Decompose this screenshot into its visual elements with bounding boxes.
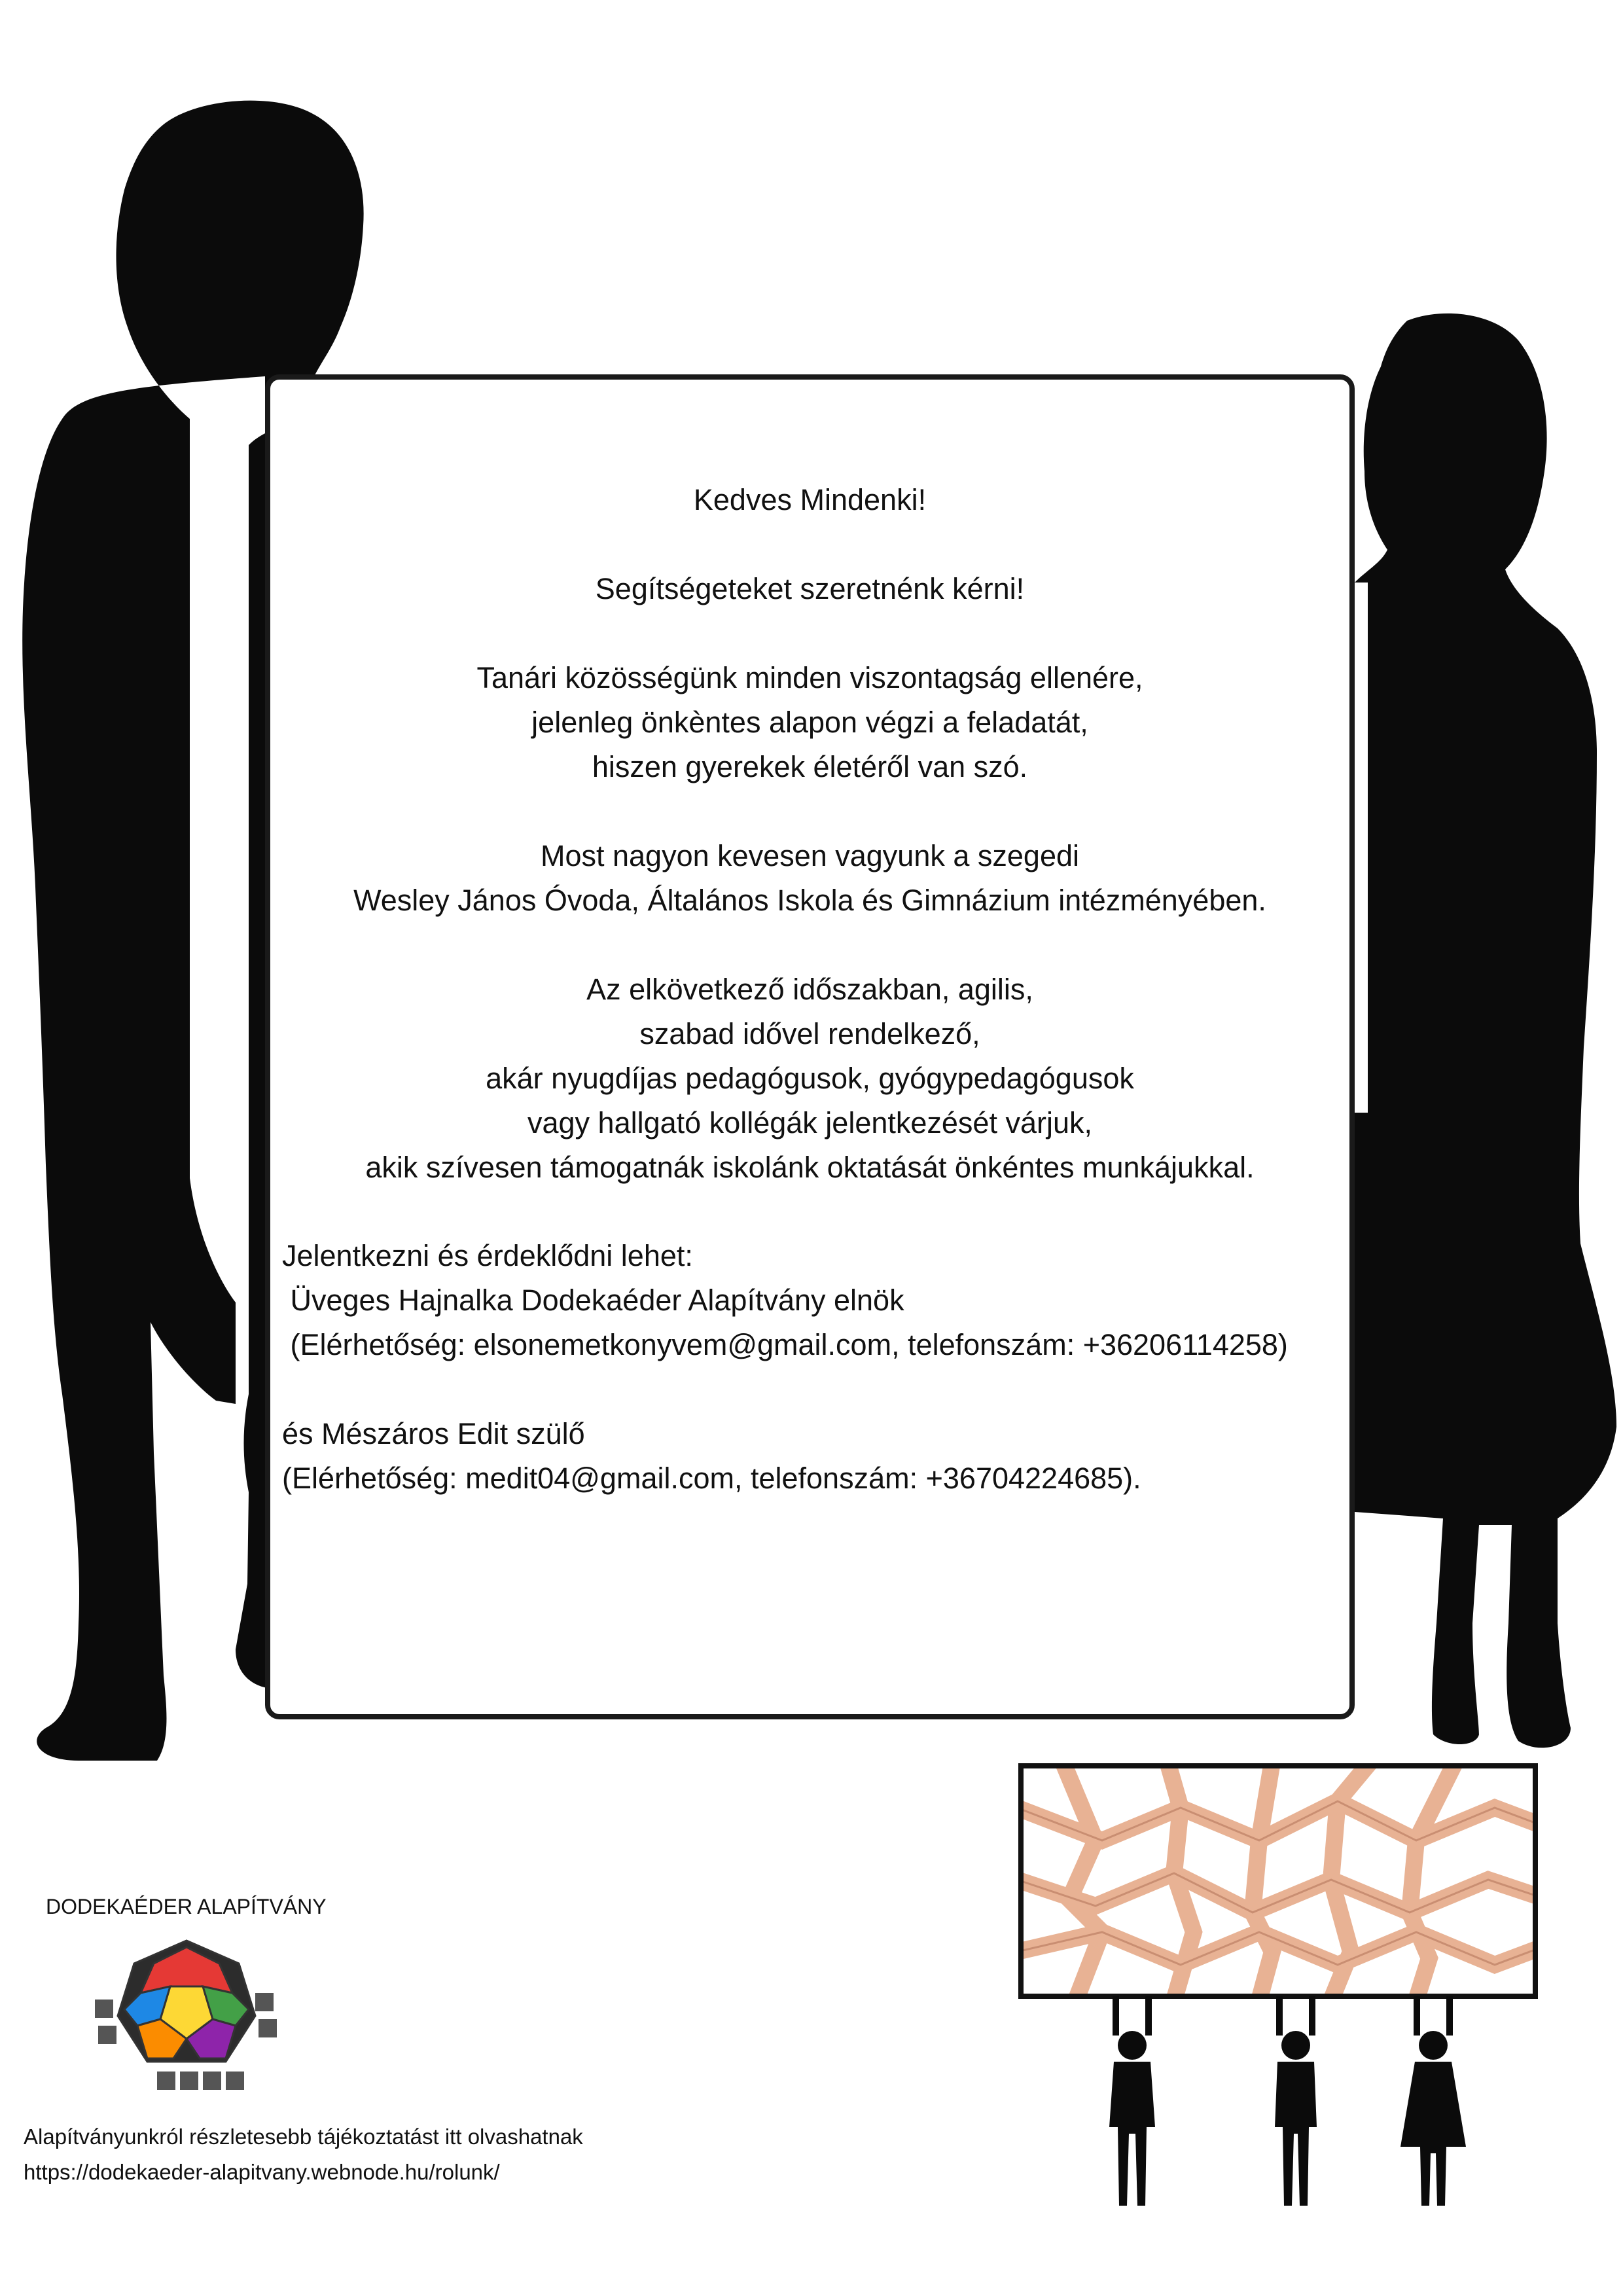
child-figure-3 bbox=[1400, 1996, 1466, 2206]
footer bbox=[24, 2119, 583, 2190]
contact-intro: Jelentkezni és érdeklődni lehet: bbox=[282, 1239, 693, 1272]
contact-person-2: és Mészáros Edit szülő bbox=[282, 1417, 585, 1450]
girl-silhouette bbox=[1355, 314, 1616, 1748]
text-line: Az elkövetkező időszakban, agilis, bbox=[586, 973, 1033, 1006]
paragraph-3 bbox=[270, 967, 1349, 1190]
text-line: akik szívesen támogatnák iskolánk oktatását önkéntes munkájukkal. bbox=[365, 1151, 1255, 1184]
letter-body bbox=[270, 478, 1349, 1234]
footer-url[interactable]: https://dodekaeder-alapitvany.webnode.hu/rolunk/ bbox=[24, 2160, 500, 2184]
paragraph-2 bbox=[270, 834, 1349, 923]
request-line: Segítségeteket szeretnénk kérni! bbox=[595, 572, 1025, 605]
text-line: Tanári közösségünk minden viszontagság ellenére, bbox=[476, 661, 1143, 694]
text-line: vagy hallgató kollégák jelentkezését várjuk, bbox=[527, 1106, 1092, 1139]
contact-person-2-details: (Elérhetőség: medit04@gmail.com, telefonszám: +36704224685). bbox=[282, 1462, 1141, 1495]
text-line: Wesley János Óvoda, Általános Iskola és Gimnázium intézményében. bbox=[353, 884, 1266, 917]
paragraph-1 bbox=[270, 656, 1349, 789]
linked-arms-illustration bbox=[1024, 1768, 1533, 1994]
children-holding-frame-silhouettes bbox=[1073, 1996, 1518, 2219]
organization-name: DODEKAÉDER ALAPÍTVÁNY bbox=[46, 1895, 327, 1918]
text-line: szabad idővel rendelkező, bbox=[639, 1017, 980, 1050]
contact-section bbox=[282, 1234, 1355, 1501]
message-board bbox=[265, 374, 1355, 1719]
spacer bbox=[282, 1367, 1355, 1412]
text-line: jelenleg önkèntes alapon végzi a feladatát, bbox=[531, 706, 1088, 739]
dodecahedron-logo-icon bbox=[79, 1928, 294, 2098]
linked-arms-photo bbox=[1018, 1763, 1538, 1999]
contact-person-1-details: (Elérhetőség: elsonemetkonyvem@gmail.com, telefonszám: +36206114258) bbox=[282, 1328, 1288, 1361]
text-line: Most nagyon kevesen vagyunk a szegedi bbox=[540, 839, 1079, 872]
greeting: Kedves Mindenki! bbox=[693, 483, 927, 516]
child-figure-1 bbox=[1109, 1996, 1155, 2206]
child-figure-2 bbox=[1275, 1996, 1317, 2206]
footer-info: Alapítványunkról részletesebb tájékoztatást itt olvashatnak bbox=[24, 2125, 583, 2149]
text-line: akár nyugdíjas pedagógusok, gyógypedagógusok bbox=[486, 1062, 1134, 1095]
contact-person-1: Üveges Hajnalka Dodekaéder Alapítvány elnök bbox=[282, 1283, 904, 1317]
text-line: hiszen gyerekek életéről van szó. bbox=[592, 750, 1028, 783]
